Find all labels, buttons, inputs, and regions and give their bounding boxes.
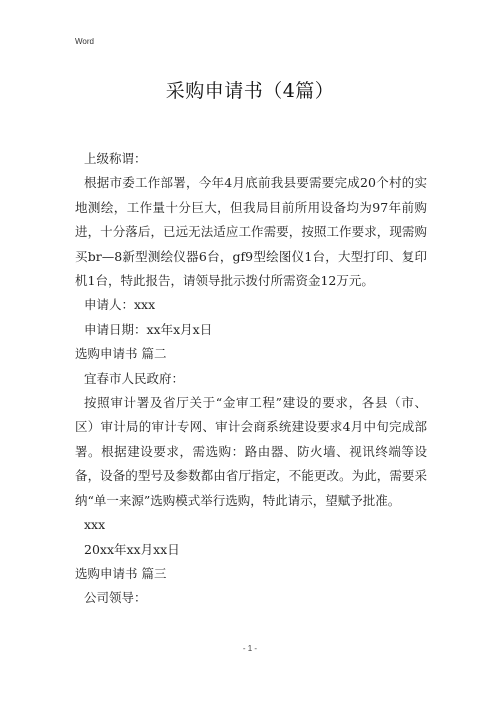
salutation-2: 宜春市人民政府： <box>84 370 185 386</box>
section-heading-3: 选购申请书 篇三 <box>75 565 167 581</box>
salutation-1: 上级称谓： <box>84 151 147 166</box>
header-label: Word <box>75 37 94 46</box>
document-body <box>75 147 427 611</box>
section-heading-2: 选购申请书 篇二 <box>75 346 167 362</box>
application-date: 申请日期：xx年x月x日 <box>84 321 213 337</box>
salutation-3: 公司领导： <box>84 590 147 606</box>
signature-date: 20xx年xx月xx日 <box>84 541 180 557</box>
page-number: - 1 - <box>242 644 258 653</box>
applicant-line: 申请人：xxx <box>84 297 156 313</box>
signer-line: xxx <box>84 517 106 533</box>
paragraph-2: 按照审计署及省厅关于“金审工程”建设的要求，各县（市、区）审计局的审计专网、审计会商系统建设要求4月中旬完成部署。根据建设要求，需选购：路由器、防火墙、视讯终端等设备，设备的型号及参数都由省厅指定，不能更改。为此，需要采纳“单一来源”选购模式举行选购，特此请示，望赋予批准。 <box>75 395 427 508</box>
page-title: 采购申请书（4篇） <box>165 80 335 102</box>
paragraph-1: 根据市委工作部署，今年4月底前我县要需要完成20个村的实地测绘，工作量十分巨大，但我局目前所用设备均为97年前购进，十分落后，已远无法适应工作需要，按照工作要求，现需购买br—8新型测绘仪器6台，gf9型绘图仪1台，大型打印、复印机1台，特此报告，请领导批示拨付所需资金12万元。 <box>75 175 427 289</box>
